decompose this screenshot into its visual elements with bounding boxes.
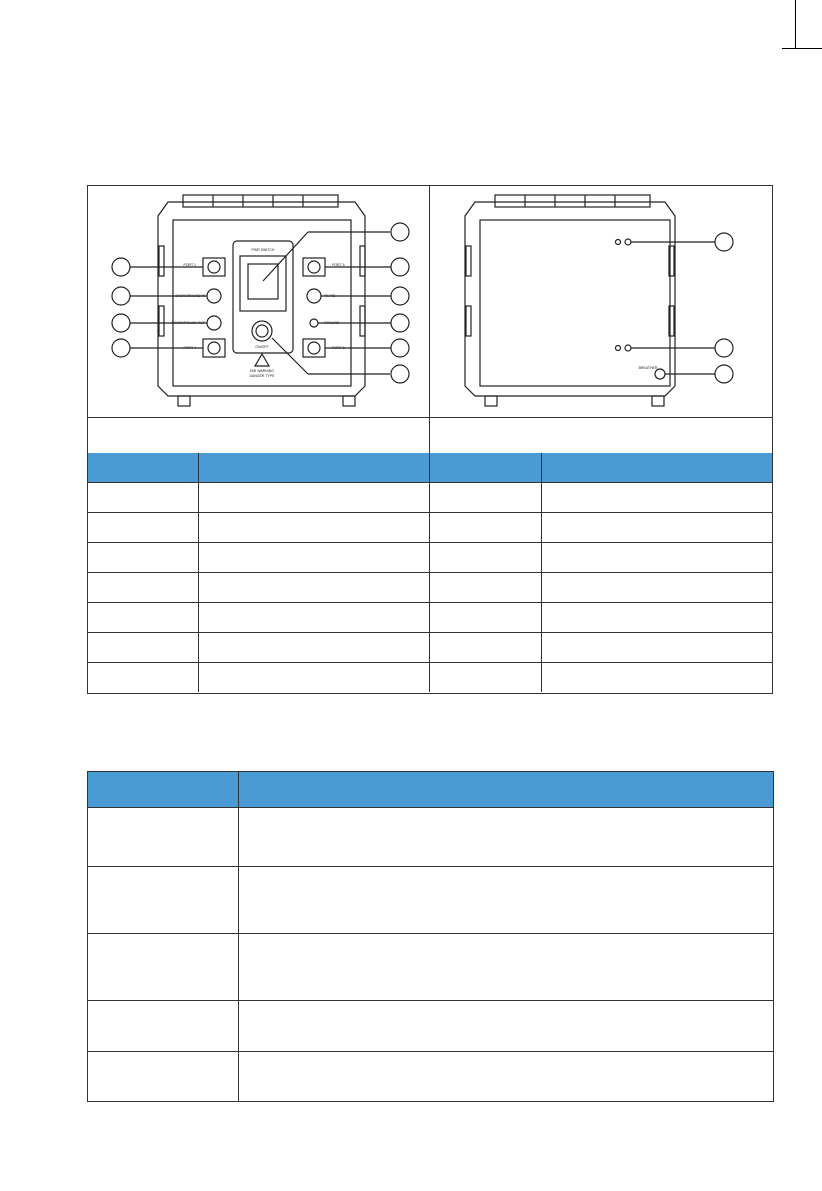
desc-header-term	[88, 772, 238, 807]
table-row	[88, 542, 772, 572]
figure-parts-table	[87, 185, 773, 694]
crop-mark-right-horizontal	[782, 48, 822, 49]
label-power-switch: PWR SWITCH	[251, 248, 275, 252]
parts-header-num-2	[429, 453, 541, 482]
front-panel-drawing	[88, 186, 429, 417]
label-warning-2: DANGER TYPE	[249, 374, 275, 378]
table-row	[88, 1000, 773, 1051]
parts-header-name-2	[541, 453, 772, 482]
front-caption	[88, 418, 429, 453]
parts-header-name-1	[198, 453, 429, 482]
table-row	[88, 602, 772, 632]
label-tx-pid: TX PID	[324, 294, 336, 298]
parts-header-num-1	[88, 453, 198, 482]
crop-mark-right	[795, 0, 796, 48]
rear-panel-drawing	[430, 186, 772, 417]
rear-panel-figure	[430, 186, 772, 417]
label-port-top-right: PORT 5	[332, 263, 345, 267]
label-background-out: BACKGROUND OUT	[171, 321, 205, 325]
table-row	[88, 662, 772, 692]
table-row	[88, 482, 772, 512]
description-table	[87, 771, 774, 1102]
label-breather: BREATHER	[638, 366, 658, 370]
table-row	[88, 807, 773, 866]
description-table-header	[88, 772, 773, 807]
figure-divider	[429, 186, 430, 453]
table-row	[88, 572, 772, 602]
desc-header-definition	[238, 772, 773, 807]
label-warning-1: EMI WARNING	[250, 369, 274, 373]
table-row	[88, 512, 772, 542]
table-row	[88, 866, 773, 933]
rear-caption	[430, 418, 772, 453]
table-row	[88, 632, 772, 662]
table-row	[88, 933, 773, 1000]
parts-table-header	[88, 453, 772, 482]
label-on-off: ON/OFF	[255, 345, 269, 349]
label-port-bottom-left: PORT 4	[183, 346, 196, 350]
label-port-top-left: PORT 1	[183, 263, 196, 267]
label-port-bottom-right: PORT 8	[332, 346, 345, 350]
label-ground: GROUND	[324, 321, 340, 325]
table-row	[88, 1051, 773, 1101]
label-background-in: BACKGROUND IN	[175, 294, 205, 298]
front-panel-figure	[88, 186, 429, 417]
